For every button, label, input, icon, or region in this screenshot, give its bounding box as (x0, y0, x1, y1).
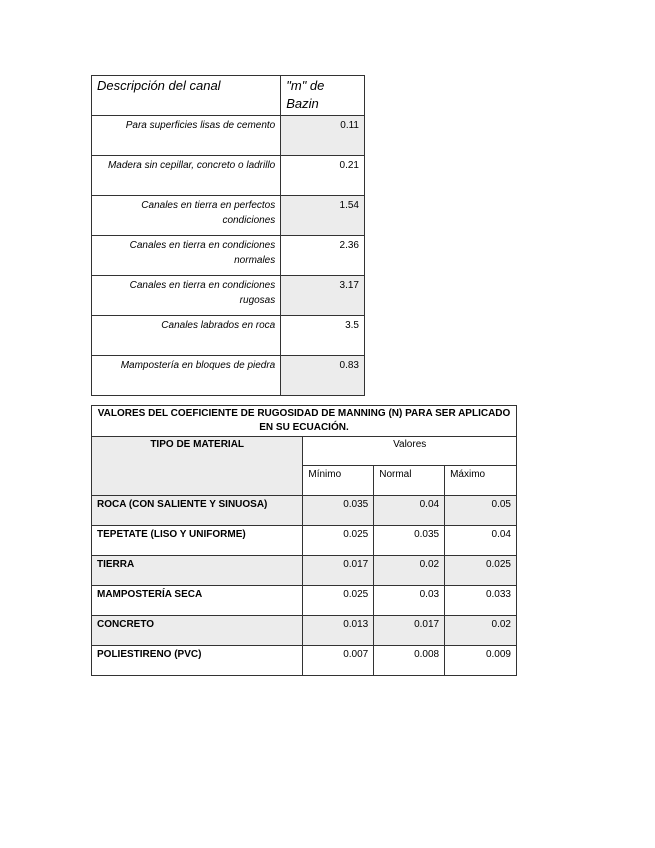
bazin-header-row (92, 76, 365, 116)
material-name: ROCA (CON SALIENTE Y SINUOSA) (92, 496, 303, 526)
table-row (92, 196, 365, 236)
table-row (92, 276, 365, 316)
min-value: 0.007 (303, 646, 374, 676)
max-value: 0.02 (445, 616, 517, 646)
bazin-row-value: 3.5 (281, 316, 365, 356)
max-value: 0.009 (445, 646, 517, 676)
manning-header-row (92, 437, 517, 466)
material-name: TEPETATE (LISO Y UNIFORME) (92, 526, 303, 556)
bazin-row-value: 0.11 (281, 116, 365, 156)
table-row (92, 356, 365, 396)
table-row (92, 646, 517, 676)
bazin-row-description: Canales labrados en roca (92, 316, 281, 356)
column-header-maximo: Máximo (445, 466, 517, 496)
bazin-row-description: Canales en tierra en condiciones normales (92, 236, 281, 276)
normal-value: 0.008 (374, 646, 445, 676)
table-row (92, 496, 517, 526)
normal-value: 0.017 (374, 616, 445, 646)
table-row (92, 316, 365, 356)
normal-value: 0.02 (374, 556, 445, 586)
bazin-row-value: 3.17 (281, 276, 365, 316)
column-header-normal: Normal (374, 466, 445, 496)
bazin-row-description: Canales en tierra en perfectos condiciones (92, 196, 281, 236)
table-row (92, 556, 517, 586)
min-value: 0.017 (303, 556, 374, 586)
bazin-row-value: 1.54 (281, 196, 365, 236)
bazin-table (91, 75, 365, 396)
bazin-row-description: Mampostería en bloques de piedra (92, 356, 281, 396)
normal-value: 0.03 (374, 586, 445, 616)
normal-value: 0.035 (374, 526, 445, 556)
column-header-minimo: Mínimo (303, 466, 374, 496)
bazin-row-value: 2.36 (281, 236, 365, 276)
table-row (92, 116, 365, 156)
material-name: TIERRA (92, 556, 303, 586)
bazin-header-description: Descripción del canal (92, 76, 281, 116)
values-header: Valores (303, 437, 517, 466)
material-name: CONCRETO (92, 616, 303, 646)
material-header: TIPO DE MATERIAL (92, 437, 303, 496)
max-value: 0.05 (445, 496, 517, 526)
bazin-header-m-value: "m" de Bazin (281, 76, 365, 116)
bazin-row-value: 0.83 (281, 356, 365, 396)
max-value: 0.033 (445, 586, 517, 616)
max-value: 0.025 (445, 556, 517, 586)
manning-title: VALORES DEL COEFICIENTE DE RUGOSIDAD DE MANNING (N) PARA SER APLICADO EN SU ECUACIÓN. (92, 406, 517, 437)
bazin-row-value: 0.21 (281, 156, 365, 196)
min-value: 0.025 (303, 526, 374, 556)
manning-title-row (92, 406, 517, 437)
min-value: 0.013 (303, 616, 374, 646)
bazin-row-description: Canales en tierra en condiciones rugosas (92, 276, 281, 316)
table-row (92, 616, 517, 646)
table-row (92, 236, 365, 276)
table-row (92, 586, 517, 616)
manning-table (91, 405, 517, 676)
material-name: MAMPOSTERÍA SECA (92, 586, 303, 616)
table-row (92, 526, 517, 556)
max-value: 0.04 (445, 526, 517, 556)
min-value: 0.025 (303, 586, 374, 616)
min-value: 0.035 (303, 496, 374, 526)
material-name: POLIESTIRENO (PVC) (92, 646, 303, 676)
bazin-row-description: Madera sin cepillar, concreto o ladrillo (92, 156, 281, 196)
bazin-row-description: Para superficies lisas de cemento (92, 116, 281, 156)
table-row (92, 156, 365, 196)
normal-value: 0.04 (374, 496, 445, 526)
